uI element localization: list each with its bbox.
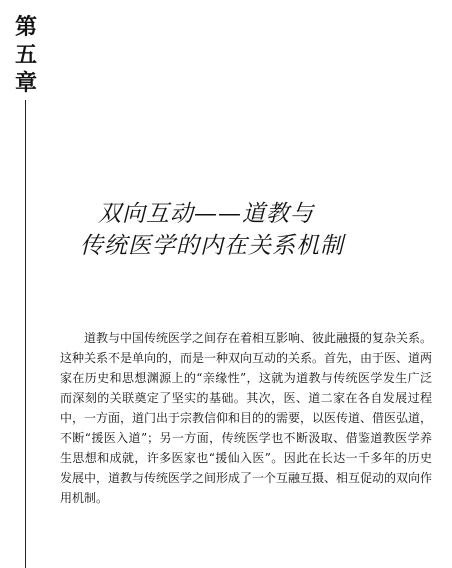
- chapter-label: [12, 14, 40, 98]
- chapter-title: [80, 198, 410, 262]
- chapter-char-3: 章: [14, 71, 37, 96]
- intro-paragraph: 道教与中国传统医学之间存在着相互影响、彼此融摄的复杂关系。这种关系不是单向的，而是一种双向互动的关系。首先，由于医、道两家在历史和思想渊源上的“亲缘性”，这就为道教与传统医学发生广泛而深刻的关联奠定了坚实的基础。其次，医、道二家在各自发展过程中，一方面，道门出于宗教信仰和目的的需要，以医传道、借医弘道，不断“援医入道”；另一方面，传统医学也不断汲取、借鉴道教医学养生思想和成就，许多医家也“援仙入医”。因此在长达一千多年的历史发展中，道教与传统医学之间形成了一个互融互摄、相互促动的双向作用机制。: [60, 331, 433, 505]
- chapter-char-2: 五: [14, 43, 37, 68]
- chapter-title-line-1: 双向互动——道教与: [98, 201, 314, 227]
- chapter-char-1: 第: [14, 15, 37, 40]
- chapter-title-line-2: 传统医学的内在关系机制: [80, 233, 344, 259]
- chapter-side-rule: [25, 100, 26, 568]
